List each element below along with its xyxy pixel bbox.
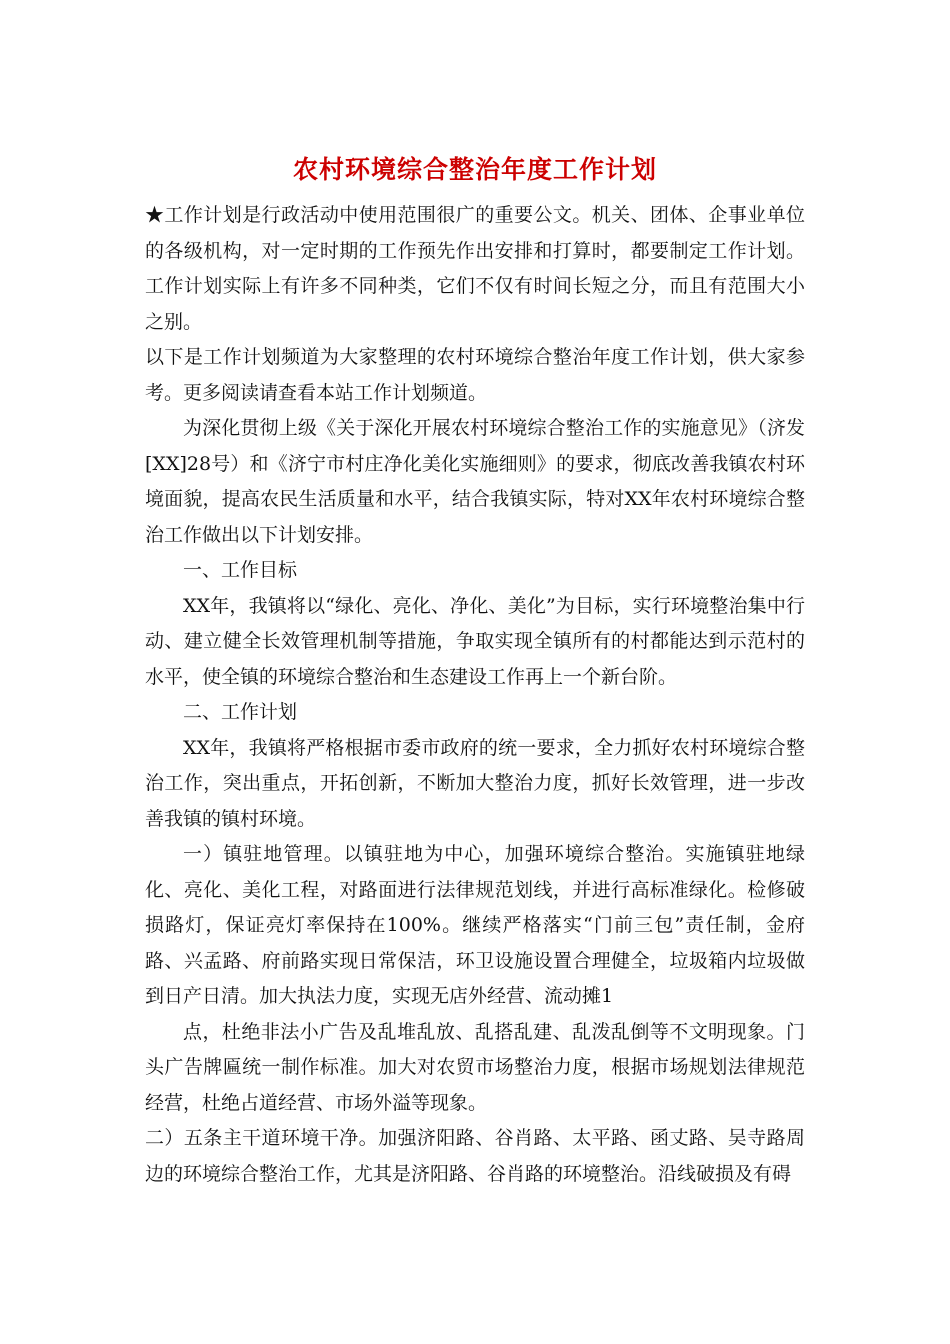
paragraph: 为深化贯彻上级《关于深化开展农村环境综合整治工作的实施意见》（济发[XX]28号）和《济宁市村庄净化美化实施细则》的要求，彻底改善我镇农村环境面貌，提高农民生活质量和水平，结合我镇实际，特对XX年农村环境综合整治工作做出以下计划安排。: [145, 417, 805, 546]
document-body: [145, 198, 805, 1192]
paragraph: 二、工作计划: [183, 701, 298, 723]
paragraph: ★工作计划是行政活动中使用范围很广的重要公文。机关、团体、企事业单位的各级机构，对一定时期的工作预先作出安排和打算时，都要制定工作计划。工作计划实际上有许多不同种类，它们不仅有时间长短之分，而且有范围大小之别。: [145, 204, 805, 333]
paragraph: XX年，我镇将以“绿化、亮化、净化、美化”为目标，实行环境整治集中行动、建立健全长效管理机制等措施，争取实现全镇所有的村都能达到示范村的水平，使全镇的环境综合整治和生态建设工作再上一个新台阶。: [145, 594, 805, 688]
paragraph: 一）镇驻地管理。以镇驻地为中心，加强环境综合整治。实施镇驻地绿化、亮化、美化工程，对路面进行法律规范划线，并进行高标准绿化。检修破损路灯，保证亮灯率保持在100%。继续严格落实“门前三包”责任制，金府路、兴孟路、府前路实现日常保洁，环卫设施设置合理健全，垃圾箱内垃圾做到日产日清。加大执法力度，实现无店外经营、流动摊1: [145, 843, 805, 1007]
paragraph: 一、工作目标: [183, 559, 298, 581]
paragraph: 点，杜绝非法小广告及乱堆乱放、乱搭乱建、乱泼乱倒等不文明现象。门头广告牌匾统一制作标准。加大对农贸市场整治力度，根据市场规划法律规范经营，杜绝占道经营、市场外溢等现象。: [145, 1020, 805, 1114]
document-page: [145, 150, 805, 1192]
paragraph: XX年，我镇将严格根据市委市政府的统一要求，全力抓好农村环境综合整治工作，突出重点，开拓创新，不断加大整治力度，抓好长效管理，进一步改善我镇的镇村环境。: [145, 736, 805, 830]
paragraph: 以下是工作计划频道为大家整理的农村环境综合整治年度工作计划，供大家参考。更多阅读请查看本站工作计划频道。: [145, 346, 805, 404]
document-title: 农村环境综合整治年度工作计划: [292, 155, 657, 184]
paragraph: 二）五条主干道环境干净。加强济阳路、谷肖路、太平路、函丈路、吴寺路周边的环境综合整治工作，尤其是济阳路、谷肖路的环境整治。沿线破损及有碍: [145, 1127, 805, 1185]
